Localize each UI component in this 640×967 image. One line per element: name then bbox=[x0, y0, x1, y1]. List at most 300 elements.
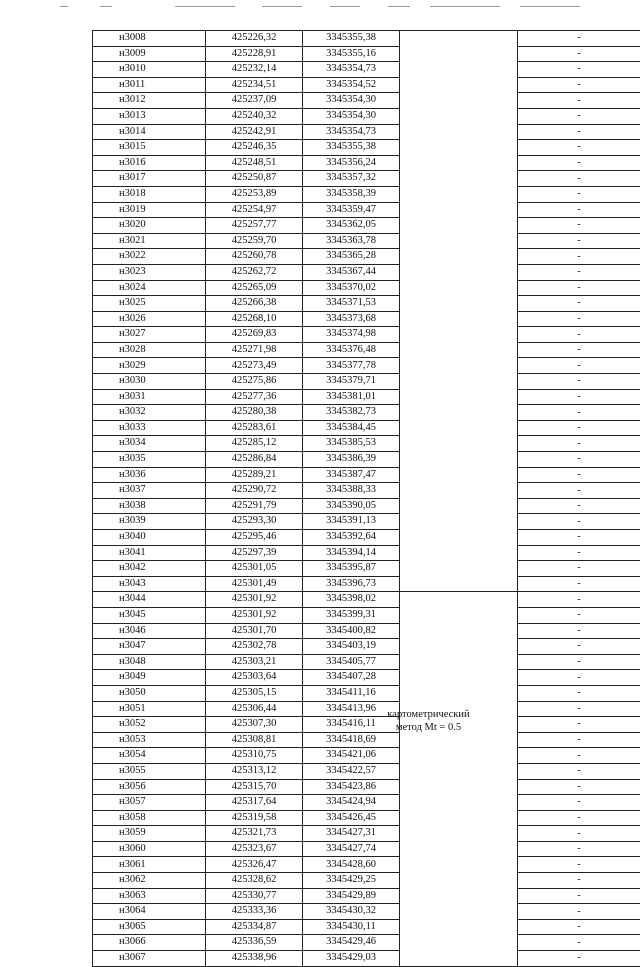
point-id-cell: н3059 bbox=[93, 826, 206, 842]
y-coordinate-cell: 3345429,03 bbox=[303, 951, 400, 967]
point-id-cell: н3022 bbox=[93, 249, 206, 265]
table-row bbox=[93, 280, 640, 296]
y-coordinate-cell: 3345367,44 bbox=[303, 264, 400, 280]
y-coordinate-cell: 3345354,52 bbox=[303, 77, 400, 93]
y-coordinate-cell: 3345382,73 bbox=[303, 405, 400, 421]
x-coordinate-cell: 425301,49 bbox=[206, 576, 303, 592]
accuracy-value-cell: - bbox=[518, 607, 640, 623]
table-row bbox=[93, 436, 640, 452]
accuracy-value-cell: - bbox=[518, 93, 640, 109]
y-coordinate-cell: 3345392,64 bbox=[303, 530, 400, 546]
point-id-cell: н3034 bbox=[93, 436, 206, 452]
x-coordinate-cell: 425306,44 bbox=[206, 701, 303, 717]
y-coordinate-cell: 3345359,47 bbox=[303, 202, 400, 218]
accuracy-value-cell: - bbox=[518, 810, 640, 826]
point-id-cell: н3012 bbox=[93, 93, 206, 109]
point-id-cell: н3052 bbox=[93, 717, 206, 733]
point-id-cell: н3040 bbox=[93, 530, 206, 546]
x-coordinate-cell: 425315,70 bbox=[206, 779, 303, 795]
y-coordinate-cell: 3345365,28 bbox=[303, 249, 400, 265]
point-id-cell: н3043 bbox=[93, 576, 206, 592]
table-row bbox=[93, 561, 640, 577]
point-id-cell: н3050 bbox=[93, 685, 206, 701]
accuracy-value-cell: - bbox=[518, 701, 640, 717]
accuracy-value-cell: - bbox=[518, 670, 640, 686]
y-coordinate-cell: 3345388,33 bbox=[303, 483, 400, 499]
x-coordinate-cell: 425269,83 bbox=[206, 327, 303, 343]
table-row bbox=[93, 140, 640, 156]
accuracy-value-cell: - bbox=[518, 249, 640, 265]
x-coordinate-cell: 425302,78 bbox=[206, 639, 303, 655]
table-row bbox=[93, 296, 640, 312]
x-coordinate-cell: 425291,79 bbox=[206, 498, 303, 514]
accuracy-value-cell: - bbox=[518, 748, 640, 764]
x-coordinate-cell: 425253,89 bbox=[206, 186, 303, 202]
point-id-cell: н3055 bbox=[93, 763, 206, 779]
table-row bbox=[93, 607, 640, 623]
point-id-cell: н3014 bbox=[93, 124, 206, 140]
coordinates-table-body bbox=[93, 31, 640, 967]
point-id-cell: н3057 bbox=[93, 795, 206, 811]
point-id-cell: н3024 bbox=[93, 280, 206, 296]
method-note bbox=[370, 708, 487, 734]
x-coordinate-cell: 425308,81 bbox=[206, 732, 303, 748]
accuracy-value-cell: - bbox=[518, 46, 640, 62]
accuracy-value-cell: - bbox=[518, 358, 640, 374]
x-coordinate-cell: 425260,78 bbox=[206, 249, 303, 265]
y-coordinate-cell: 3345391,13 bbox=[303, 514, 400, 530]
table-row bbox=[93, 124, 640, 140]
accuracy-value-cell: - bbox=[518, 795, 640, 811]
x-coordinate-cell: 425275,86 bbox=[206, 374, 303, 390]
y-coordinate-cell: 3345377,78 bbox=[303, 358, 400, 374]
point-id-cell: н3051 bbox=[93, 701, 206, 717]
y-coordinate-cell: 3345379,71 bbox=[303, 374, 400, 390]
point-id-cell: н3053 bbox=[93, 732, 206, 748]
x-coordinate-cell: 425271,98 bbox=[206, 342, 303, 358]
x-coordinate-cell: 425313,12 bbox=[206, 763, 303, 779]
y-coordinate-cell: 3345426,45 bbox=[303, 810, 400, 826]
table-row bbox=[93, 810, 640, 826]
point-id-cell: н3021 bbox=[93, 233, 206, 249]
y-coordinate-cell: 3345362,05 bbox=[303, 218, 400, 234]
point-id-cell: н3038 bbox=[93, 498, 206, 514]
y-coordinate-cell: 3345356,24 bbox=[303, 155, 400, 171]
point-id-cell: н3025 bbox=[93, 296, 206, 312]
table-row bbox=[93, 904, 640, 920]
point-id-cell: н3019 bbox=[93, 202, 206, 218]
table-row bbox=[93, 62, 640, 78]
x-coordinate-cell: 425254,97 bbox=[206, 202, 303, 218]
y-coordinate-cell: 3345371,53 bbox=[303, 296, 400, 312]
accuracy-value-cell: - bbox=[518, 280, 640, 296]
point-id-cell: н3037 bbox=[93, 483, 206, 499]
table-row bbox=[93, 670, 640, 686]
y-coordinate-cell: 3345373,68 bbox=[303, 311, 400, 327]
x-coordinate-cell: 425290,72 bbox=[206, 483, 303, 499]
accuracy-value-cell: - bbox=[518, 592, 640, 608]
accuracy-value-cell: - bbox=[518, 296, 640, 312]
point-id-cell: н3023 bbox=[93, 264, 206, 280]
x-coordinate-cell: 425334,87 bbox=[206, 919, 303, 935]
x-coordinate-cell: 425226,32 bbox=[206, 31, 303, 47]
x-coordinate-cell: 425295,46 bbox=[206, 530, 303, 546]
point-id-cell: н3031 bbox=[93, 389, 206, 405]
table-row bbox=[93, 186, 640, 202]
point-id-cell: н3044 bbox=[93, 592, 206, 608]
table-row bbox=[93, 202, 640, 218]
y-coordinate-cell: 3345416,11 bbox=[303, 717, 400, 733]
accuracy-value-cell: - bbox=[518, 779, 640, 795]
x-coordinate-cell: 425293,30 bbox=[206, 514, 303, 530]
x-coordinate-cell: 425285,12 bbox=[206, 436, 303, 452]
accuracy-value-cell: - bbox=[518, 561, 640, 577]
accuracy-value-cell: - bbox=[518, 186, 640, 202]
y-coordinate-cell: 3345354,73 bbox=[303, 62, 400, 78]
x-coordinate-cell: 425242,91 bbox=[206, 124, 303, 140]
y-coordinate-cell: 3345354,30 bbox=[303, 108, 400, 124]
x-coordinate-cell: 425232,14 bbox=[206, 62, 303, 78]
coordinates-table bbox=[92, 30, 640, 967]
y-coordinate-cell: 3345411,16 bbox=[303, 685, 400, 701]
point-id-cell: н3008 bbox=[93, 31, 206, 47]
accuracy-value-cell: - bbox=[518, 62, 640, 78]
method-cell-lower bbox=[400, 592, 518, 966]
y-coordinate-cell: 3345363,78 bbox=[303, 233, 400, 249]
accuracy-value-cell: - bbox=[518, 841, 640, 857]
point-id-cell: н3063 bbox=[93, 888, 206, 904]
table-row bbox=[93, 327, 640, 343]
point-id-cell: н3011 bbox=[93, 77, 206, 93]
table-row bbox=[93, 779, 640, 795]
x-coordinate-cell: 425303,64 bbox=[206, 670, 303, 686]
y-coordinate-cell: 3345424,94 bbox=[303, 795, 400, 811]
table-row bbox=[93, 717, 640, 733]
table-row bbox=[93, 826, 640, 842]
y-coordinate-cell: 3345430,11 bbox=[303, 919, 400, 935]
point-id-cell: н3046 bbox=[93, 623, 206, 639]
point-id-cell: н3009 bbox=[93, 46, 206, 62]
accuracy-value-cell: - bbox=[518, 857, 640, 873]
table-row bbox=[93, 857, 640, 873]
y-coordinate-cell: 3345370,02 bbox=[303, 280, 400, 296]
x-coordinate-cell: 425289,21 bbox=[206, 467, 303, 483]
accuracy-value-cell: - bbox=[518, 155, 640, 171]
accuracy-value-cell: - bbox=[518, 374, 640, 390]
table-row bbox=[93, 155, 640, 171]
x-coordinate-cell: 425333,36 bbox=[206, 904, 303, 920]
table-row bbox=[93, 951, 640, 967]
y-coordinate-cell: 3345399,31 bbox=[303, 607, 400, 623]
accuracy-value-cell: - bbox=[518, 342, 640, 358]
accuracy-value-cell: - bbox=[518, 202, 640, 218]
accuracy-value-cell: - bbox=[518, 530, 640, 546]
y-coordinate-cell: 3345354,73 bbox=[303, 124, 400, 140]
table-row bbox=[93, 46, 640, 62]
table-row bbox=[93, 919, 640, 935]
y-coordinate-cell: 3345355,16 bbox=[303, 46, 400, 62]
accuracy-value-cell: - bbox=[518, 545, 640, 561]
x-coordinate-cell: 425336,59 bbox=[206, 935, 303, 951]
table-row bbox=[93, 873, 640, 889]
point-id-cell: н3013 bbox=[93, 108, 206, 124]
table-row bbox=[93, 374, 640, 390]
point-id-cell: н3067 bbox=[93, 951, 206, 967]
y-coordinate-cell: 3345355,38 bbox=[303, 31, 400, 47]
y-coordinate-cell: 3345390,05 bbox=[303, 498, 400, 514]
x-coordinate-cell: 425301,70 bbox=[206, 623, 303, 639]
point-id-cell: н3045 bbox=[93, 607, 206, 623]
table-row bbox=[93, 935, 640, 951]
y-coordinate-cell: 3345358,39 bbox=[303, 186, 400, 202]
table-row bbox=[93, 685, 640, 701]
x-coordinate-cell: 425321,73 bbox=[206, 826, 303, 842]
accuracy-value-cell: - bbox=[518, 763, 640, 779]
accuracy-value-cell: - bbox=[518, 264, 640, 280]
point-id-cell: н3020 bbox=[93, 218, 206, 234]
point-id-cell: н3056 bbox=[93, 779, 206, 795]
point-id-cell: н3064 bbox=[93, 904, 206, 920]
table-row bbox=[93, 31, 640, 47]
table-row bbox=[93, 233, 640, 249]
accuracy-value-cell: - bbox=[518, 171, 640, 187]
table-row bbox=[93, 77, 640, 93]
x-coordinate-cell: 425328,62 bbox=[206, 873, 303, 889]
accuracy-value-cell: - bbox=[518, 218, 640, 234]
table-row bbox=[93, 888, 640, 904]
table-row bbox=[93, 654, 640, 670]
y-coordinate-cell: 3345423,86 bbox=[303, 779, 400, 795]
y-coordinate-cell: 3345357,32 bbox=[303, 171, 400, 187]
point-id-cell: н3029 bbox=[93, 358, 206, 374]
point-id-cell: н3054 bbox=[93, 748, 206, 764]
accuracy-value-cell: - bbox=[518, 498, 640, 514]
accuracy-value-cell: - bbox=[518, 576, 640, 592]
method-note-line-1: картометрический bbox=[370, 708, 487, 721]
table-row bbox=[93, 467, 640, 483]
x-coordinate-cell: 425240,32 bbox=[206, 108, 303, 124]
table-row bbox=[93, 623, 640, 639]
x-coordinate-cell: 425305,15 bbox=[206, 685, 303, 701]
accuracy-value-cell: - bbox=[518, 951, 640, 967]
table-row bbox=[93, 420, 640, 436]
y-coordinate-cell: 3345428,60 bbox=[303, 857, 400, 873]
table-row bbox=[93, 342, 640, 358]
accuracy-value-cell: - bbox=[518, 639, 640, 655]
point-id-cell: н3039 bbox=[93, 514, 206, 530]
scan-artifact-marks bbox=[0, 4, 640, 10]
x-coordinate-cell: 425277,36 bbox=[206, 389, 303, 405]
y-coordinate-cell: 3345400,82 bbox=[303, 623, 400, 639]
y-coordinate-cell: 3345385,53 bbox=[303, 436, 400, 452]
accuracy-value-cell: - bbox=[518, 732, 640, 748]
y-coordinate-cell: 3345405,77 bbox=[303, 654, 400, 670]
x-coordinate-cell: 425297,39 bbox=[206, 545, 303, 561]
x-coordinate-cell: 425323,67 bbox=[206, 841, 303, 857]
x-coordinate-cell: 425259,70 bbox=[206, 233, 303, 249]
x-coordinate-cell: 425265,09 bbox=[206, 280, 303, 296]
method-cell-upper bbox=[400, 31, 518, 592]
point-id-cell: н3035 bbox=[93, 452, 206, 468]
accuracy-value-cell: - bbox=[518, 327, 640, 343]
table-row bbox=[93, 405, 640, 421]
x-coordinate-cell: 425310,75 bbox=[206, 748, 303, 764]
point-id-cell: н3033 bbox=[93, 420, 206, 436]
point-id-cell: н3061 bbox=[93, 857, 206, 873]
x-coordinate-cell: 425307,30 bbox=[206, 717, 303, 733]
x-coordinate-cell: 425257,77 bbox=[206, 218, 303, 234]
accuracy-value-cell: - bbox=[518, 904, 640, 920]
x-coordinate-cell: 425273,49 bbox=[206, 358, 303, 374]
point-id-cell: н3065 bbox=[93, 919, 206, 935]
table-row bbox=[93, 576, 640, 592]
table-row bbox=[93, 545, 640, 561]
table-row bbox=[93, 93, 640, 109]
table-row bbox=[93, 701, 640, 717]
accuracy-value-cell: - bbox=[518, 873, 640, 889]
table-row bbox=[93, 249, 640, 265]
point-id-cell: н3018 bbox=[93, 186, 206, 202]
point-id-cell: н3017 bbox=[93, 171, 206, 187]
y-coordinate-cell: 3345430,32 bbox=[303, 904, 400, 920]
point-id-cell: н3026 bbox=[93, 311, 206, 327]
x-coordinate-cell: 425303,21 bbox=[206, 654, 303, 670]
x-coordinate-cell: 425268,10 bbox=[206, 311, 303, 327]
accuracy-value-cell: - bbox=[518, 436, 640, 452]
y-coordinate-cell: 3345386,39 bbox=[303, 452, 400, 468]
accuracy-value-cell: - bbox=[518, 919, 640, 935]
table-row bbox=[93, 795, 640, 811]
x-coordinate-cell: 425326,47 bbox=[206, 857, 303, 873]
y-coordinate-cell: 3345395,87 bbox=[303, 561, 400, 577]
x-coordinate-cell: 425248,51 bbox=[206, 155, 303, 171]
y-coordinate-cell: 3345396,73 bbox=[303, 576, 400, 592]
y-coordinate-cell: 3345355,38 bbox=[303, 140, 400, 156]
table-row bbox=[93, 311, 640, 327]
table-row bbox=[93, 218, 640, 234]
accuracy-value-cell: - bbox=[518, 826, 640, 842]
x-coordinate-cell: 425246,35 bbox=[206, 140, 303, 156]
table-row bbox=[93, 732, 640, 748]
accuracy-value-cell: - bbox=[518, 389, 640, 405]
accuracy-value-cell: - bbox=[518, 233, 640, 249]
y-coordinate-cell: 3345429,25 bbox=[303, 873, 400, 889]
accuracy-value-cell: - bbox=[518, 311, 640, 327]
accuracy-value-cell: - bbox=[518, 483, 640, 499]
x-coordinate-cell: 425286,84 bbox=[206, 452, 303, 468]
table-row bbox=[93, 639, 640, 655]
point-id-cell: н3049 bbox=[93, 670, 206, 686]
y-coordinate-cell: 3345354,30 bbox=[303, 93, 400, 109]
point-id-cell: н3016 bbox=[93, 155, 206, 171]
x-coordinate-cell: 425330,77 bbox=[206, 888, 303, 904]
point-id-cell: н3030 bbox=[93, 374, 206, 390]
y-coordinate-cell: 3345413,96 bbox=[303, 701, 400, 717]
table-row bbox=[93, 171, 640, 187]
y-coordinate-cell: 3345398,02 bbox=[303, 592, 400, 608]
accuracy-value-cell: - bbox=[518, 31, 640, 47]
accuracy-value-cell: - bbox=[518, 140, 640, 156]
table-row bbox=[93, 389, 640, 405]
table-row bbox=[93, 452, 640, 468]
accuracy-value-cell: - bbox=[518, 623, 640, 639]
x-coordinate-cell: 425283,61 bbox=[206, 420, 303, 436]
y-coordinate-cell: 3345381,01 bbox=[303, 389, 400, 405]
point-id-cell: н3027 bbox=[93, 327, 206, 343]
accuracy-value-cell: - bbox=[518, 77, 640, 93]
accuracy-value-cell: - bbox=[518, 452, 640, 468]
accuracy-value-cell: - bbox=[518, 654, 640, 670]
table-row bbox=[93, 483, 640, 499]
accuracy-value-cell: - bbox=[518, 467, 640, 483]
y-coordinate-cell: 3345429,46 bbox=[303, 935, 400, 951]
x-coordinate-cell: 425262,72 bbox=[206, 264, 303, 280]
table-row bbox=[93, 498, 640, 514]
x-coordinate-cell: 425319,58 bbox=[206, 810, 303, 826]
x-coordinate-cell: 425234,51 bbox=[206, 77, 303, 93]
x-coordinate-cell: 425301,05 bbox=[206, 561, 303, 577]
y-coordinate-cell: 3345394,14 bbox=[303, 545, 400, 561]
y-coordinate-cell: 3345384,45 bbox=[303, 420, 400, 436]
x-coordinate-cell: 425317,64 bbox=[206, 795, 303, 811]
accuracy-value-cell: - bbox=[518, 405, 640, 421]
x-coordinate-cell: 425301,92 bbox=[206, 592, 303, 608]
y-coordinate-cell: 3345376,48 bbox=[303, 342, 400, 358]
x-coordinate-cell: 425237,09 bbox=[206, 93, 303, 109]
table-row bbox=[93, 748, 640, 764]
table-row bbox=[93, 592, 640, 608]
method-note-line-2: метод Mt = 0.5 bbox=[370, 721, 487, 734]
point-id-cell: н3028 bbox=[93, 342, 206, 358]
table-row bbox=[93, 358, 640, 374]
point-id-cell: н3058 bbox=[93, 810, 206, 826]
point-id-cell: н3010 bbox=[93, 62, 206, 78]
table-row bbox=[93, 264, 640, 280]
accuracy-value-cell: - bbox=[518, 717, 640, 733]
accuracy-value-cell: - bbox=[518, 420, 640, 436]
y-coordinate-cell: 3345407,28 bbox=[303, 670, 400, 686]
point-id-cell: н3066 bbox=[93, 935, 206, 951]
x-coordinate-cell: 425301,92 bbox=[206, 607, 303, 623]
accuracy-value-cell: - bbox=[518, 124, 640, 140]
y-coordinate-cell: 3345422,57 bbox=[303, 763, 400, 779]
point-id-cell: н3047 bbox=[93, 639, 206, 655]
accuracy-value-cell: - bbox=[518, 514, 640, 530]
y-coordinate-cell: 3345421,06 bbox=[303, 748, 400, 764]
table-row bbox=[93, 108, 640, 124]
y-coordinate-cell: 3345429,89 bbox=[303, 888, 400, 904]
point-id-cell: н3060 bbox=[93, 841, 206, 857]
y-coordinate-cell: 3345387,47 bbox=[303, 467, 400, 483]
accuracy-value-cell: - bbox=[518, 108, 640, 124]
accuracy-value-cell: - bbox=[518, 935, 640, 951]
accuracy-value-cell: - bbox=[518, 685, 640, 701]
y-coordinate-cell: 3345427,31 bbox=[303, 826, 400, 842]
y-coordinate-cell: 3345418,69 bbox=[303, 732, 400, 748]
x-coordinate-cell: 425338,96 bbox=[206, 951, 303, 967]
x-coordinate-cell: 425280,38 bbox=[206, 405, 303, 421]
accuracy-value-cell: - bbox=[518, 888, 640, 904]
point-id-cell: н3048 bbox=[93, 654, 206, 670]
point-id-cell: н3041 bbox=[93, 545, 206, 561]
table-row bbox=[93, 514, 640, 530]
point-id-cell: н3062 bbox=[93, 873, 206, 889]
table-row bbox=[93, 763, 640, 779]
point-id-cell: н3042 bbox=[93, 561, 206, 577]
table-row bbox=[93, 841, 640, 857]
x-coordinate-cell: 425266,38 bbox=[206, 296, 303, 312]
point-id-cell: н3032 bbox=[93, 405, 206, 421]
